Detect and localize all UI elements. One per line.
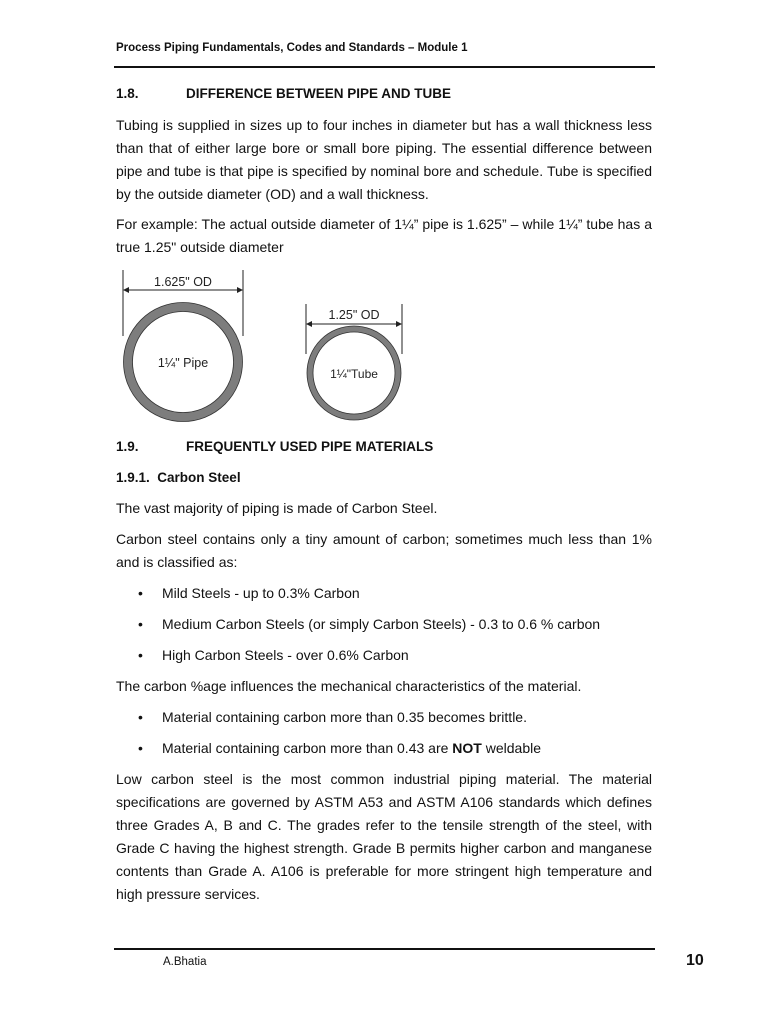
subsection-1-9-1-heading: [116, 470, 241, 485]
header-rule: [114, 66, 655, 68]
list-item: [138, 582, 360, 605]
section-number: 1.9.: [116, 439, 139, 454]
list-item: [138, 613, 600, 636]
list-item-text: High Carbon Steels - over 0.6% Carbon: [162, 647, 409, 663]
pipe-tube-figure: [110, 266, 420, 436]
pipe-label: 1¼" Pipe: [157, 356, 209, 370]
section-number: 1.8.: [116, 86, 139, 101]
pipe-od-label: 1.625" OD: [154, 275, 212, 289]
list-item: [138, 737, 541, 760]
section-title: DIFFERENCE BETWEEN PIPE AND TUBE: [186, 86, 452, 101]
list-item-text-post: weldable: [481, 740, 541, 756]
paragraph-low-carbon-steel: Low carbon steel is the most common industrial piping material. The material specifications are governed by ASTM A53 and ASTM A106 standards which defines three Grades A, B and C. The grades refer to the tensile strength of the steel, with Grade C having the highest strength. Grade B permits higher carbon and manganese contents than Grade A. A106 is preferable for more stringent high temperature and high pressure services.: [116, 771, 652, 902]
tube-label: 1¼"Tube: [330, 367, 378, 381]
section-1-9-heading: [116, 439, 433, 454]
list-item-text-pre: Material containing carbon more than 0.43 are: [162, 740, 453, 756]
bullet-marker: •: [138, 740, 143, 756]
list-item-text: Medium Carbon Steels (or simply Carbon Steels) - 0.3 to 0.6 % carbon: [162, 616, 601, 632]
paragraph-carbon-content: Carbon steel contains only a tiny amount of carbon; sometimes much less than 1% and is classified as:: [116, 531, 652, 570]
bullet-marker: •: [138, 616, 143, 632]
list-item-emphasis: NOT: [452, 740, 482, 756]
bullet-marker: •: [138, 709, 143, 725]
subsection-number: 1.9.1.: [116, 470, 150, 485]
subsection-title: Carbon Steel: [157, 470, 241, 485]
paragraph-majority: The vast majority of piping is made of Carbon Steel.: [116, 500, 438, 516]
list-item-text: Mild Steels - up to 0.3% Carbon: [162, 585, 360, 601]
page-number: 10: [686, 952, 704, 969]
list-item-text: Material containing carbon more than 0.35 becomes brittle.: [162, 709, 527, 725]
bullet-marker: •: [138, 585, 143, 601]
paragraph-pipe-vs-tube: Tubing is supplied in sizes up to four inches in diameter but has a wall thickness less than that of either large bore or small bore piping. The essential difference between pipe and tube is that pipe is specified by nominal bore and schedule. Tube is specified by the outside diameter (OD) and a wall thickness.: [116, 117, 652, 202]
section-1-8-heading: [116, 86, 451, 101]
footer-author: A.Bhatia: [163, 956, 207, 968]
paragraph-carbon-percentage: The carbon %age influences the mechanical characteristics of the material.: [116, 678, 582, 694]
paragraph-example: For example: The actual outside diameter of 1¼” pipe is 1.625” – while 1¼” tube has a true 1.25" outside diameter: [116, 216, 652, 255]
footer-rule: [114, 948, 655, 950]
section-title: FREQUENTLY USED PIPE MATERIALS: [186, 439, 434, 454]
tube-od-label: 1.25" OD: [328, 308, 380, 322]
page-header: Process Piping Fundamentals, Codes and Standards – Module 1: [116, 42, 468, 54]
list-item: [138, 644, 409, 667]
list-item: [138, 706, 527, 729]
bullet-marker: •: [138, 647, 143, 663]
